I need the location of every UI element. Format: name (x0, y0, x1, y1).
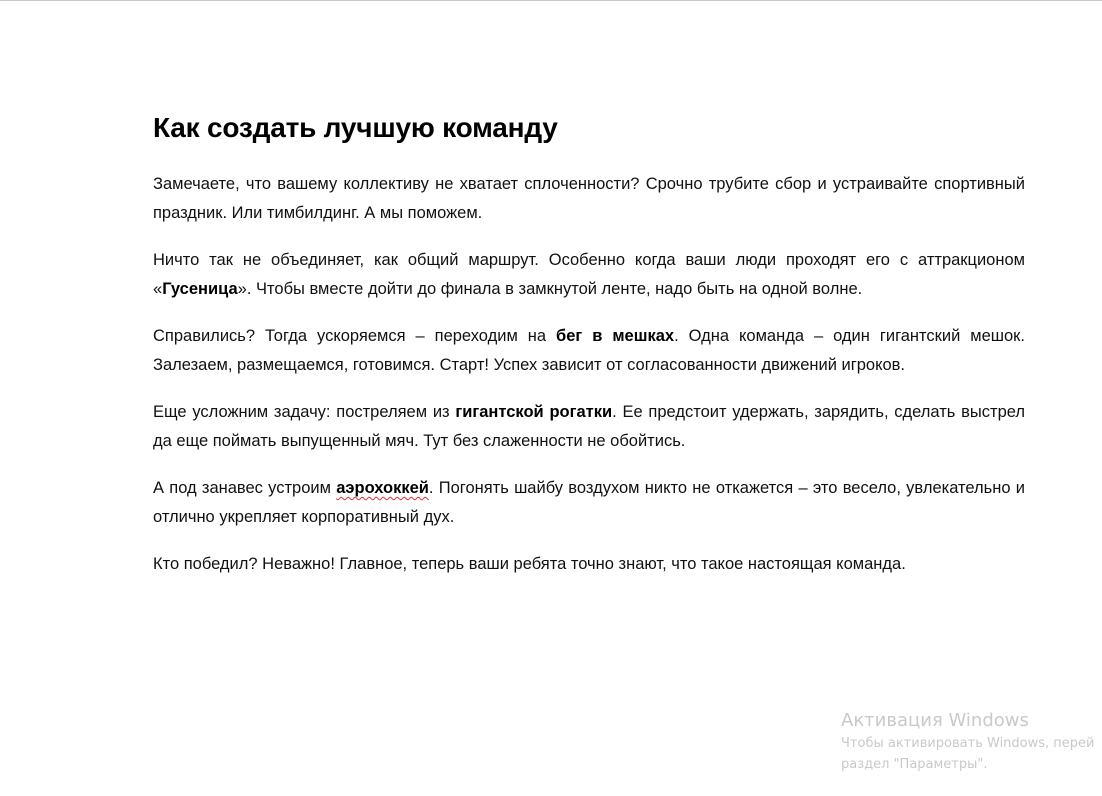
paragraph-5 (153, 474, 1025, 531)
paragraph-3-text-end: . Одна команда – один гигантский мешок. Залезаем, размещаемся, готовимся. Старт! Успех зависит от согласованности движений игроков. (153, 327, 1025, 374)
document-title: Как создать лучшую команду (153, 112, 558, 143)
watermark-title: Активация Windows (841, 710, 1029, 731)
paragraph-2 (153, 246, 1025, 303)
document-body[interactable] (153, 108, 1025, 598)
page-top-border (0, 0, 1102, 1)
paragraph-4-text-start: Еще усложним задачу: постреляем из (153, 403, 456, 421)
paragraph-3-text-start: Справились? Тогда ускоряемся – переходим на (153, 327, 557, 345)
paragraph-2-text-start: Ничто так не объединяет, как общий маршрут. Особенно когда ваши люди проходят его с аттракционом « (153, 251, 1025, 298)
paragraph-6 (153, 550, 1025, 579)
watermark-line-2: раздел "Параметры". (841, 757, 988, 772)
paragraph-6-text: Кто победил? Неважно! Главное, теперь ваши ребята точно знают, что такое настоящая команда. (153, 555, 906, 573)
windows-activation-watermark (841, 709, 1095, 775)
paragraph-5-text-end: . Погонять шайбу воздухом никто не откажется – это весело, увлекательно и отлично укрепляет корпоративный дух. (153, 479, 1025, 526)
bold-term-gusenitsa: Гусеница (162, 279, 238, 298)
paragraph-1-text: Замечаете, что вашему коллективу не хватает сплоченности? Срочно трубите сбор и устраивайте спортивный праздник. Или тимбилдинг. А мы поможем. (153, 175, 1025, 222)
bold-term-beg-v-meshkah: бег в мешках (556, 327, 675, 345)
paragraph-4-text-end: . Ее предстоит удержать, зарядить, сделать выстрел да еще поймать выпущенный мяч. Тут без слаженности не обойтись. (153, 403, 1026, 450)
watermark-line-1: Чтобы активировать Windows, перей (841, 736, 1095, 751)
paragraph-5-text-start: А под занавес устроим (153, 479, 337, 497)
bold-term-rogatka: гигантской рогатки (455, 403, 613, 421)
paragraph-2-text-end: ». Чтобы вместе дойти до финала в замкнутой ленте, надо быть на одной волне. (237, 279, 863, 298)
bold-term-aerohockey-misspelled[interactable]: аэрохоккей (336, 479, 429, 497)
paragraph-4 (153, 398, 1025, 455)
paragraph-1 (153, 170, 1025, 227)
paragraph-3 (153, 322, 1025, 379)
